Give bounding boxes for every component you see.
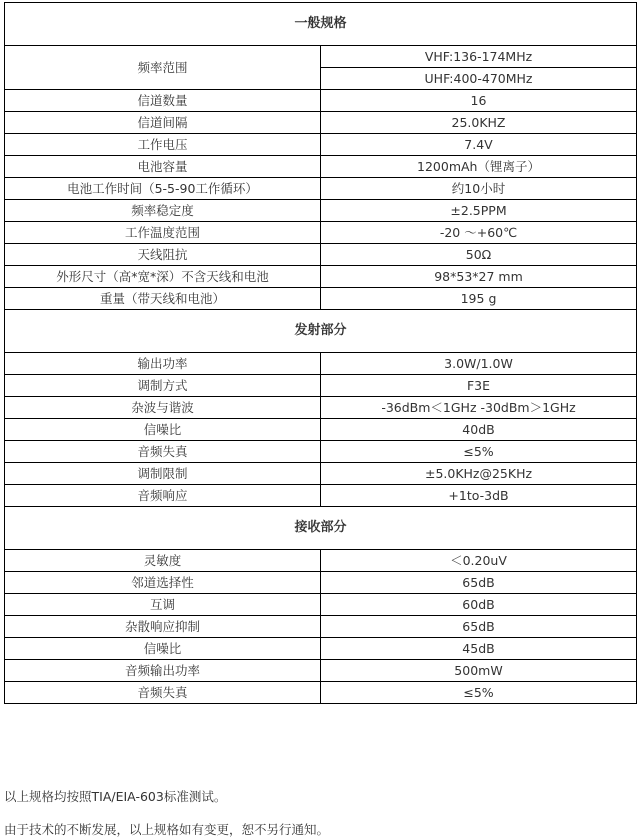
spec-row bbox=[5, 112, 637, 134]
spec-value: 16 bbox=[321, 90, 637, 112]
spec-label: 重量（带天线和电池） bbox=[5, 288, 321, 310]
spec-label: 音频输出功率 bbox=[5, 660, 321, 682]
spec-label: 互调 bbox=[5, 594, 321, 616]
spec-value: 60dB bbox=[321, 594, 637, 616]
spec-value: 50Ω bbox=[321, 244, 637, 266]
footnote-standard: 以上规格均按照TIA/EIA-603标准测试。 bbox=[4, 789, 227, 804]
spec-value: 65dB bbox=[321, 616, 637, 638]
spec-value: ≤5% bbox=[321, 682, 637, 704]
spec-row bbox=[5, 616, 637, 638]
section-title: 一般规格 bbox=[5, 3, 637, 46]
spec-row bbox=[5, 594, 637, 616]
spec-row bbox=[5, 660, 637, 682]
spec-label: 频率稳定度 bbox=[5, 200, 321, 222]
spec-value: 约10小时 bbox=[321, 178, 637, 200]
spec-value: ±2.5PPM bbox=[321, 200, 637, 222]
spec-label: 音频失真 bbox=[5, 441, 321, 463]
spec-value: -20 ～+60℃ bbox=[321, 222, 637, 244]
spec-label: 杂波与谐波 bbox=[5, 397, 321, 419]
spec-label: 天线阻抗 bbox=[5, 244, 321, 266]
spec-table bbox=[4, 2, 637, 704]
spec-value: 3.0W/1.0W bbox=[321, 353, 637, 375]
spec-value: -36dBm＜1GHz -30dBm＞1GHz bbox=[321, 397, 637, 419]
spec-value: 25.0KHZ bbox=[321, 112, 637, 134]
spec-row bbox=[5, 156, 637, 178]
section-title: 发射部分 bbox=[5, 310, 637, 353]
spec-value: ＜0.20uV bbox=[321, 550, 637, 572]
spec-label: 外形尺寸（高*宽*深）不含天线和电池 bbox=[5, 266, 321, 288]
spec-label: 输出功率 bbox=[5, 353, 321, 375]
spec-value: 7.4V bbox=[321, 134, 637, 156]
spec-label: 信噪比 bbox=[5, 419, 321, 441]
section-title: 接收部分 bbox=[5, 507, 637, 550]
spec-label: 工作温度范围 bbox=[5, 222, 321, 244]
spec-row bbox=[5, 200, 637, 222]
spec-label: 信噪比 bbox=[5, 638, 321, 660]
spec-label: 电池容量 bbox=[5, 156, 321, 178]
spec-row bbox=[5, 353, 637, 375]
spec-label: 音频失真 bbox=[5, 682, 321, 704]
section-header bbox=[5, 310, 637, 353]
spec-label: 杂散响应抑制 bbox=[5, 616, 321, 638]
spec-value: 45dB bbox=[321, 638, 637, 660]
spec-label: 调制限制 bbox=[5, 463, 321, 485]
spec-value: 65dB bbox=[321, 572, 637, 594]
spec-row bbox=[5, 572, 637, 594]
spec-row bbox=[5, 266, 637, 288]
spec-row bbox=[5, 463, 637, 485]
spec-value: 1200mAh（锂离子） bbox=[321, 156, 637, 178]
spec-row bbox=[5, 134, 637, 156]
spec-row bbox=[5, 178, 637, 200]
spec-label: 音频响应 bbox=[5, 485, 321, 507]
spec-label: 信道间隔 bbox=[5, 112, 321, 134]
spec-label: 邻道选择性 bbox=[5, 572, 321, 594]
spec-row bbox=[5, 419, 637, 441]
spec-row bbox=[5, 288, 637, 310]
section-header bbox=[5, 3, 637, 46]
footnote-disclaimer: 由于技术的不断发展，以上规格如有变更，恕不另行通知。 bbox=[4, 822, 330, 837]
spec-row bbox=[5, 244, 637, 266]
spec-value: 98*53*27 mm bbox=[321, 266, 637, 288]
spec-label: 灵敏度 bbox=[5, 550, 321, 572]
spec-label: 信道数量 bbox=[5, 90, 321, 112]
spec-value: 40dB bbox=[321, 419, 637, 441]
spec-value: ±5.0KHz@25KHz bbox=[321, 463, 637, 485]
spec-label: 工作电压 bbox=[5, 134, 321, 156]
section-header bbox=[5, 507, 637, 550]
spec-value: UHF:400-470MHz bbox=[321, 68, 637, 90]
spec-row bbox=[5, 90, 637, 112]
spec-row bbox=[5, 682, 637, 704]
spec-value: 195 g bbox=[321, 288, 637, 310]
spec-row bbox=[5, 222, 637, 244]
spec-row bbox=[5, 397, 637, 419]
spec-value: VHF:136-174MHz bbox=[321, 46, 637, 68]
spec-value: ≤5% bbox=[321, 441, 637, 463]
spec-label: 调制方式 bbox=[5, 375, 321, 397]
spec-row bbox=[5, 375, 637, 397]
spec-label: 频率范围 bbox=[5, 46, 321, 90]
spec-label: 电池工作时间（5-5-90工作循环） bbox=[5, 178, 321, 200]
spec-row bbox=[5, 441, 637, 463]
spec-value: 500mW bbox=[321, 660, 637, 682]
spec-row bbox=[5, 638, 637, 660]
spec-row bbox=[5, 46, 637, 68]
spec-row bbox=[5, 550, 637, 572]
spec-value: F3E bbox=[321, 375, 637, 397]
spec-value: +1to-3dB bbox=[321, 485, 637, 507]
spec-row bbox=[5, 485, 637, 507]
